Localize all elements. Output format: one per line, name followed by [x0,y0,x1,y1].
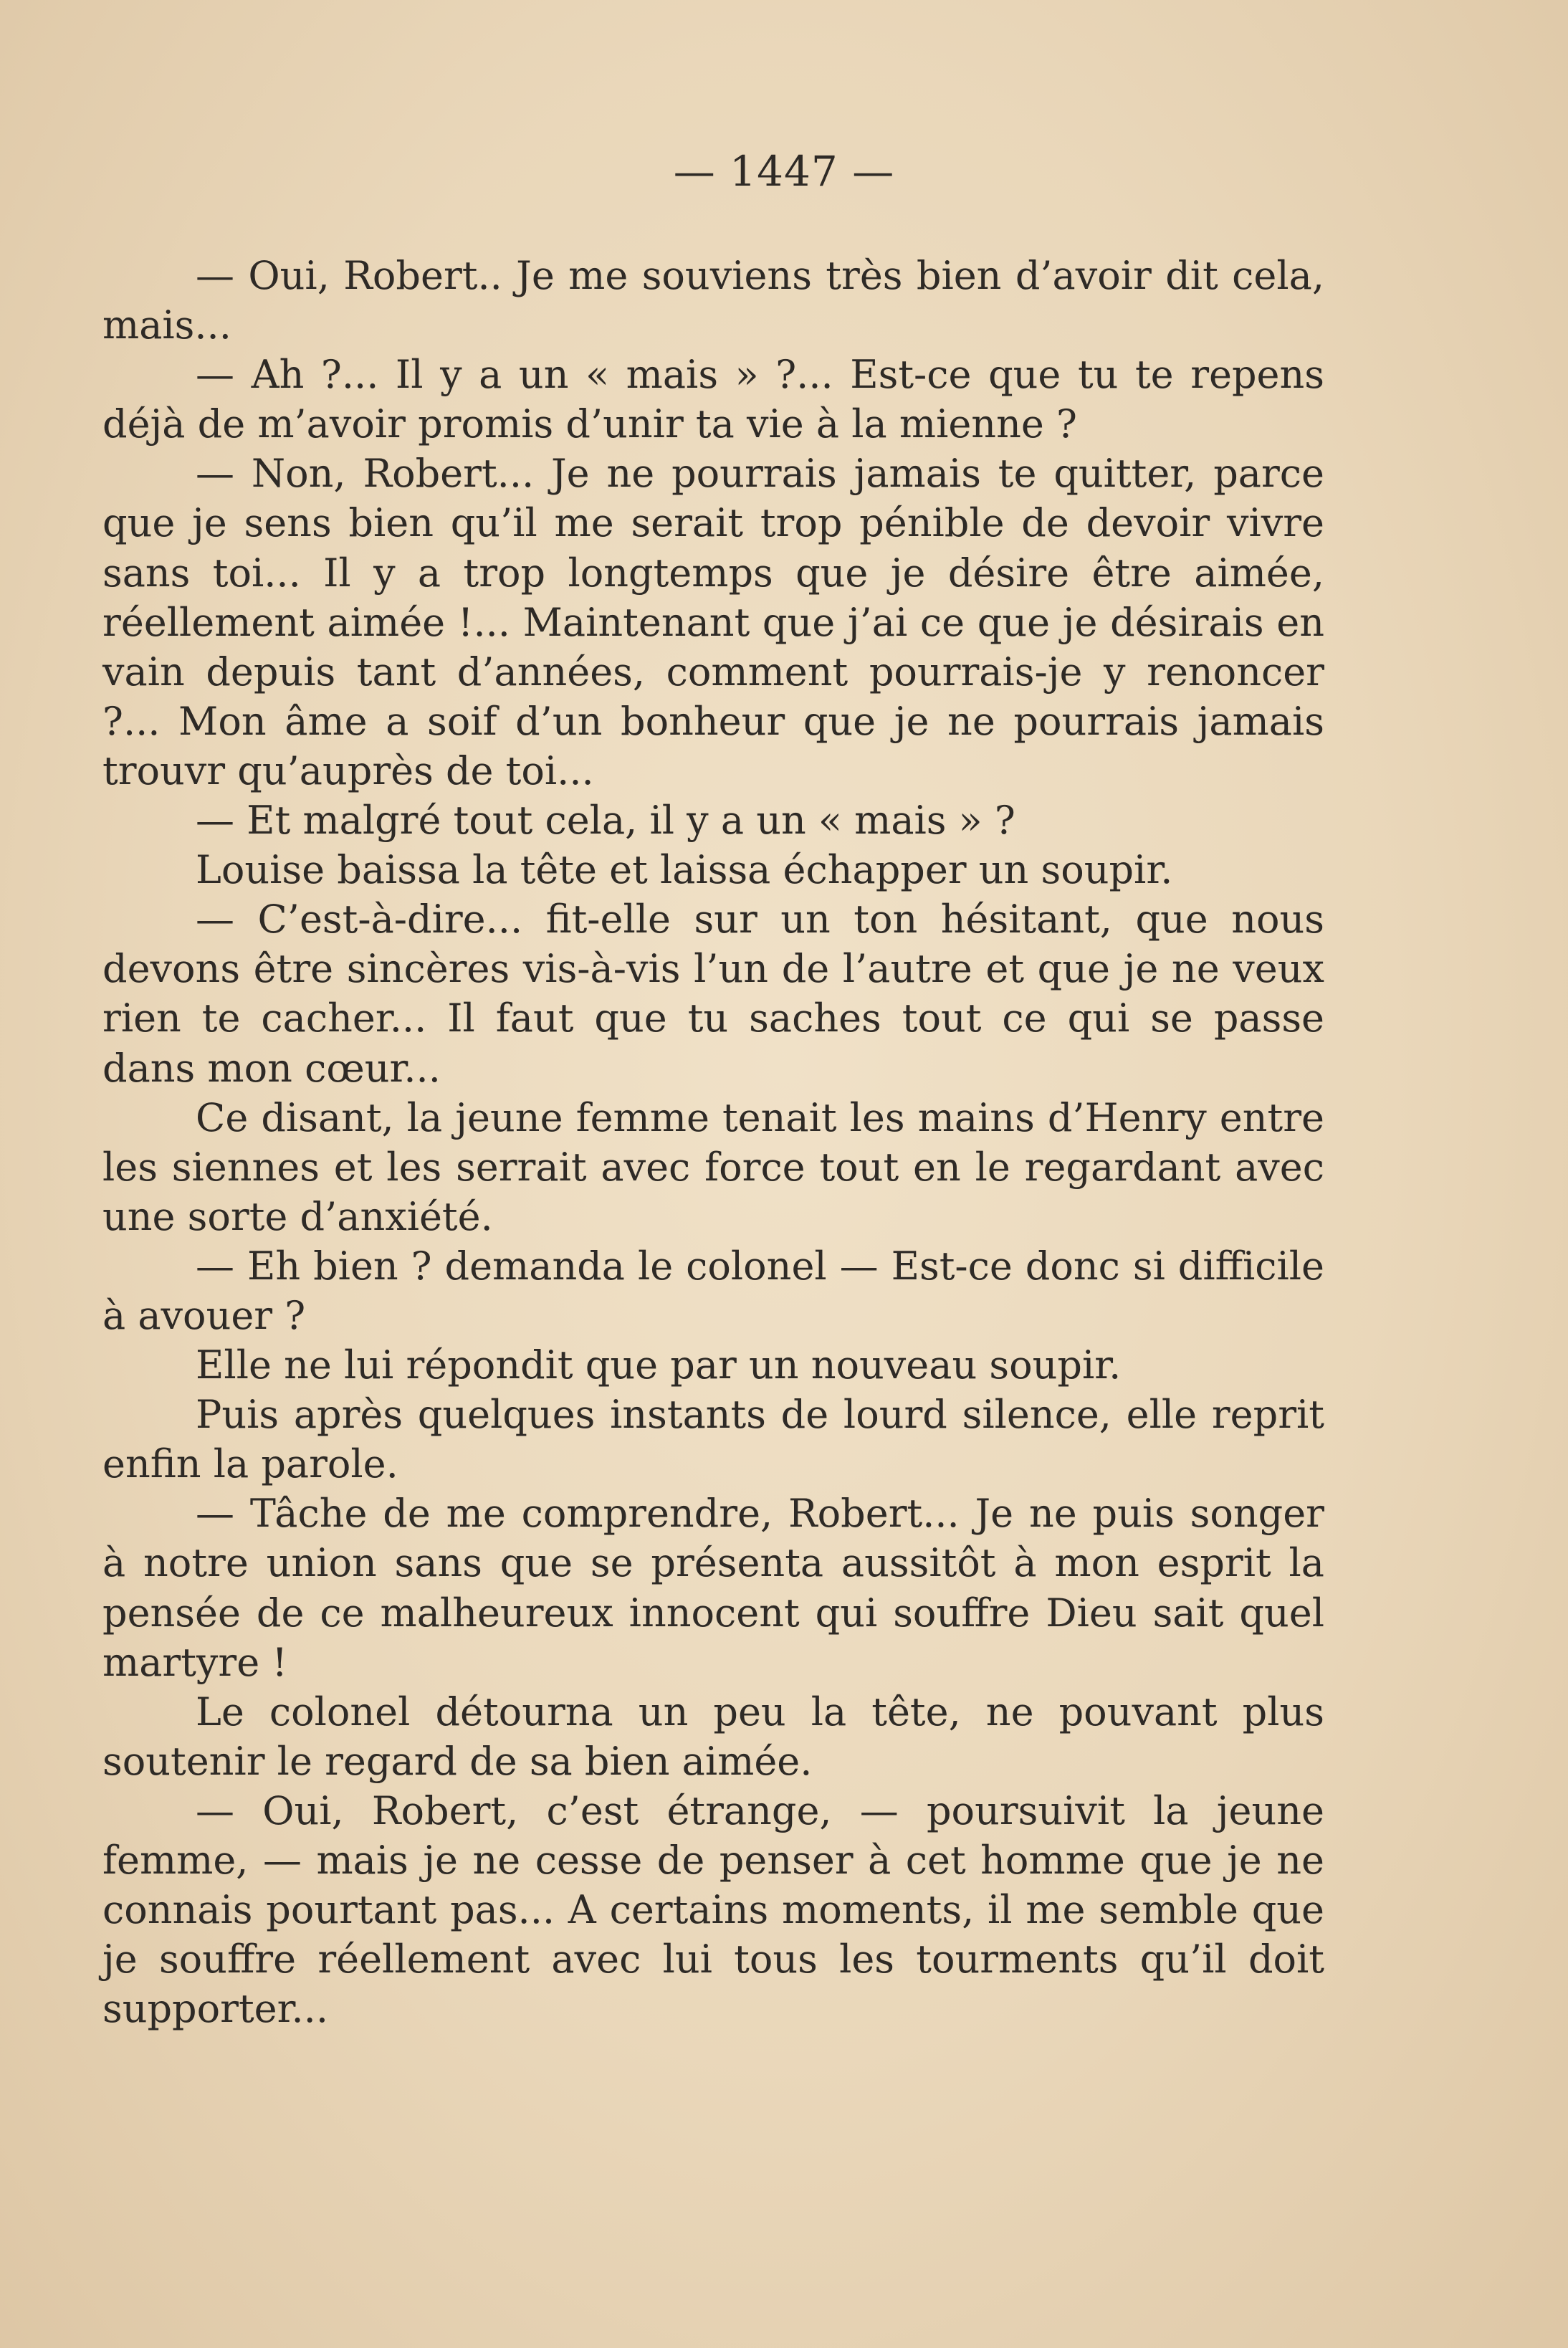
paragraph: — Tâche de me comprendre, Robert... Je ne puis songer à notre union sans que se présenta aussitôt à mon esprit la pensée de ce malheureux innocent qui souffre Dieu sait quel martyre ! [102,1491,1324,1685]
paragraph: — Non, Robert... Je ne pourrais jamais te quitter, parce que je sens bien qu’il me serait trop pénible de devoir vivre sans toi... Il y a trop longtemps que je désire être aimée, réellement aimée !... Maintenant que j’ai ce que je désirais en vain depuis tant d’années, comment pourrais-je y renoncer ?... Mon âme a soif d’un bonheur que je ne pourrais jamais trouvr qu’auprès de toi... [102,451,1324,793]
paragraph: — Oui, Robert.. Je me souviens très bien d’avoir dit cela, mais... [102,253,1324,348]
paragraph: — Oui, Robert, c’est étrange, — poursuivit la jeune femme, — mais je ne cesse de penser à cet homme que je ne connais pourtant pas... A certains moments, il me semble que je souffre réellement avec lui tous les tourments qu’il doit supporter... [102,1788,1324,2032]
page-number: — 1447 — [673,147,895,196]
paragraph: Le colonel détourna un peu la tête, ne pouvant plus soutenir le regard de sa bien aimée. [102,1689,1324,1784]
paragraph: Elle ne lui répondit que par un nouveau soupir. [196,1342,1122,1388]
paragraph: — Eh bien ? demanda le colonel — Est-ce donc si difficile à avouer ? [102,1243,1324,1338]
paragraph: — Et malgré tout cela, il y a un « mais » ? [196,798,1015,844]
paragraph: Ce disant, la jeune femme tenait les mains d’Henry entre les siennes et les serrait avec force tout en le regardant avec une sorte d’anxiété. [102,1094,1324,1239]
paragraph: — C’est-à-dire... fit-elle sur un ton hésitant, que nous devons être sincères vis-à-vis l’un de l’autre et que je ne veux rien te cacher... Il faut que tu saches tout ce qui se passe dans mon cœur... [102,897,1324,1091]
paragraph: Puis après quelques instants de lourd silence, elle reprit enfin la parole. [102,1392,1324,1487]
paragraph: — Ah ?... Il y a un « mais » ?... Est-ce que tu te repens déjà de m’avoir promis d’unir ta vie à la mienne ? [102,352,1324,447]
page-body [102,251,1324,2033]
paragraph: Louise baissa la tête et laissa échapper un soupir. [196,847,1173,893]
